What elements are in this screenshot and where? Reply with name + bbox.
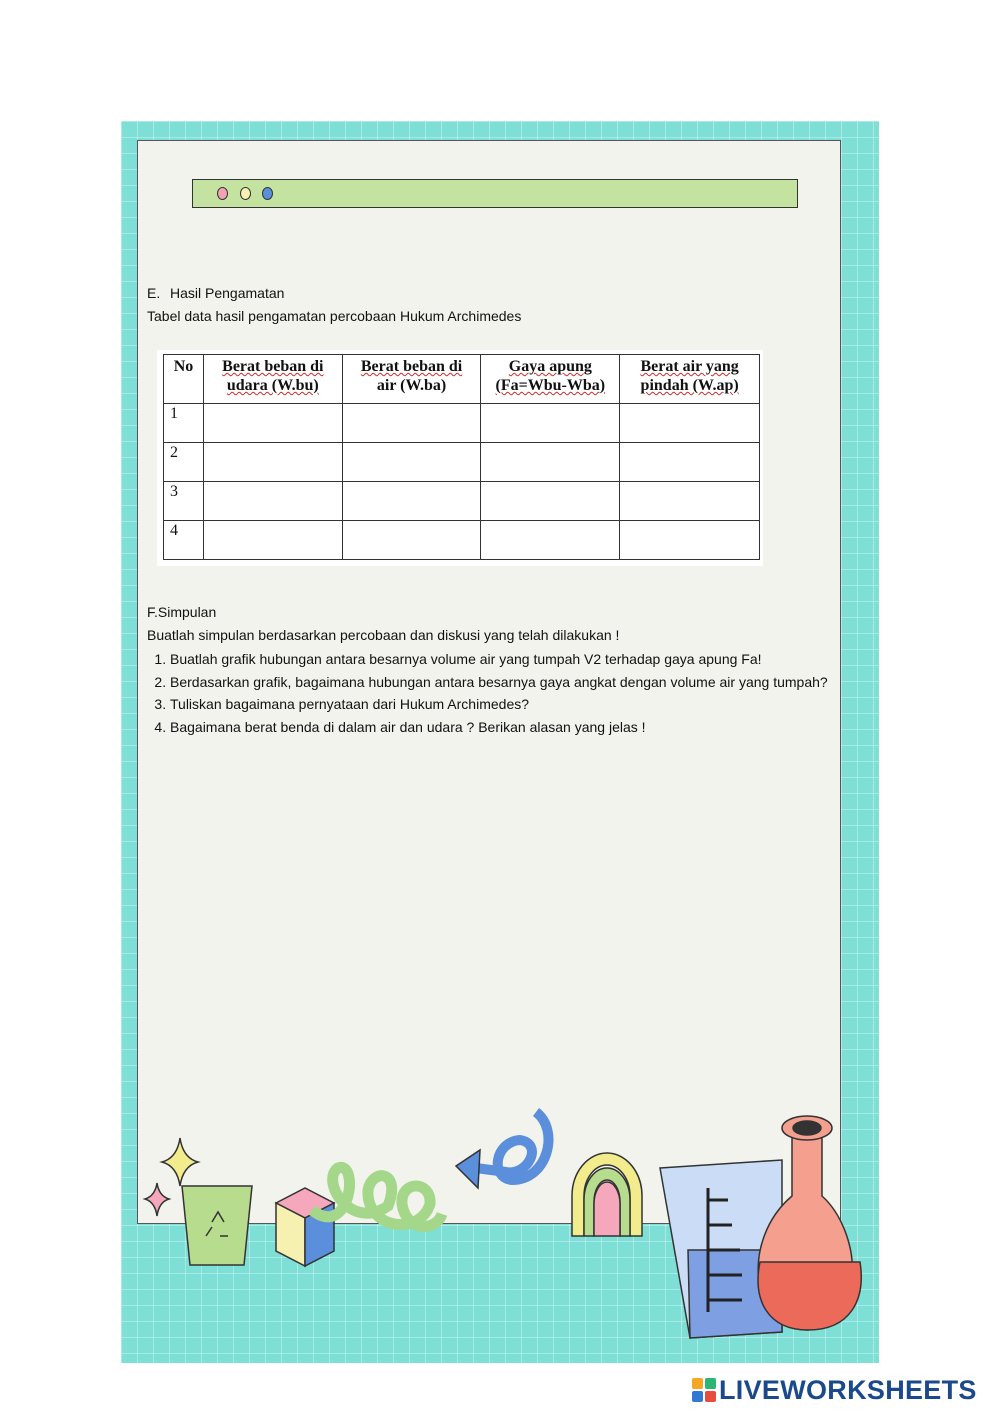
- blue-dot-icon: [262, 187, 273, 200]
- section-f-title: F.Simpulan: [147, 604, 217, 620]
- table-cell[interactable]: [481, 482, 620, 521]
- row-number: 2: [164, 443, 204, 482]
- question-item: 4. Bagaimana berat benda di dalam air dan udara ? Berikan alasan yang jelas !: [170, 716, 860, 739]
- row-number: 3: [164, 482, 204, 521]
- pink-dot-icon: [217, 187, 228, 200]
- table-cell[interactable]: [342, 404, 481, 443]
- table-cell[interactable]: [620, 482, 760, 521]
- table-cell[interactable]: [203, 521, 342, 560]
- header-weight-water: Berat beban di air (W.ba): [342, 355, 481, 404]
- table-cell[interactable]: [342, 443, 481, 482]
- table-cell[interactable]: [342, 521, 481, 560]
- header-buoyant-force: Gaya apung (Fa=Wbu-Wba): [481, 355, 620, 404]
- header-no: No: [164, 355, 204, 404]
- table-row: [164, 443, 760, 482]
- liveworksheets-logo-icon: [692, 1378, 716, 1402]
- logo-text: LIVEWORKSHEETS: [719, 1374, 977, 1405]
- table-cell[interactable]: [620, 404, 760, 443]
- table-cell[interactable]: [203, 404, 342, 443]
- observation-table: [163, 354, 760, 560]
- table-row: [164, 404, 760, 443]
- header-displaced-water: Berat air yang pindah (W.ap): [620, 355, 760, 404]
- table-cell[interactable]: [481, 521, 620, 560]
- window-title-bar: [192, 179, 798, 208]
- table-cell[interactable]: [481, 404, 620, 443]
- table-row: [164, 521, 760, 560]
- yellow-dot-icon: [240, 187, 251, 200]
- table-cell[interactable]: [481, 443, 620, 482]
- row-number: 1: [164, 404, 204, 443]
- question-list: [147, 648, 860, 738]
- section-e-heading: [147, 285, 284, 301]
- question-item: 2. Berdasarkan grafik, bagaimana hubungan antara besarnya gaya angkat dengan volume air yang tumpah?: [170, 671, 860, 694]
- table-cell[interactable]: [342, 482, 481, 521]
- table-header-row: [164, 355, 760, 404]
- section-e-letter: E.: [147, 285, 161, 301]
- table-cell[interactable]: [203, 482, 342, 521]
- header-weight-air: Berat beban di udara (W.bu): [203, 355, 342, 404]
- table-row: [164, 482, 760, 521]
- row-number: 4: [164, 521, 204, 560]
- table-cell[interactable]: [203, 443, 342, 482]
- section-f-intro: Buatlah simpulan berdasarkan percobaan dan diskusi yang telah dilakukan !: [147, 627, 620, 643]
- table-cell[interactable]: [620, 521, 760, 560]
- section-e-title: Hasil Pengamatan: [170, 285, 285, 301]
- section-e-subtitle: Tabel data hasil pengamatan percobaan Hukum Archimedes: [147, 308, 522, 324]
- question-item: 3. Tuliskan bagaimana pernyataan dari Hukum Archimedes?: [170, 693, 860, 716]
- liveworksheets-logo: [692, 1375, 977, 1405]
- table-cell[interactable]: [620, 443, 760, 482]
- question-item: 1. Buatlah grafik hubungan antara besarnya volume air yang tumpah V2 terhadap gaya apung Fa!: [170, 648, 860, 671]
- observation-table-box: [157, 350, 763, 566]
